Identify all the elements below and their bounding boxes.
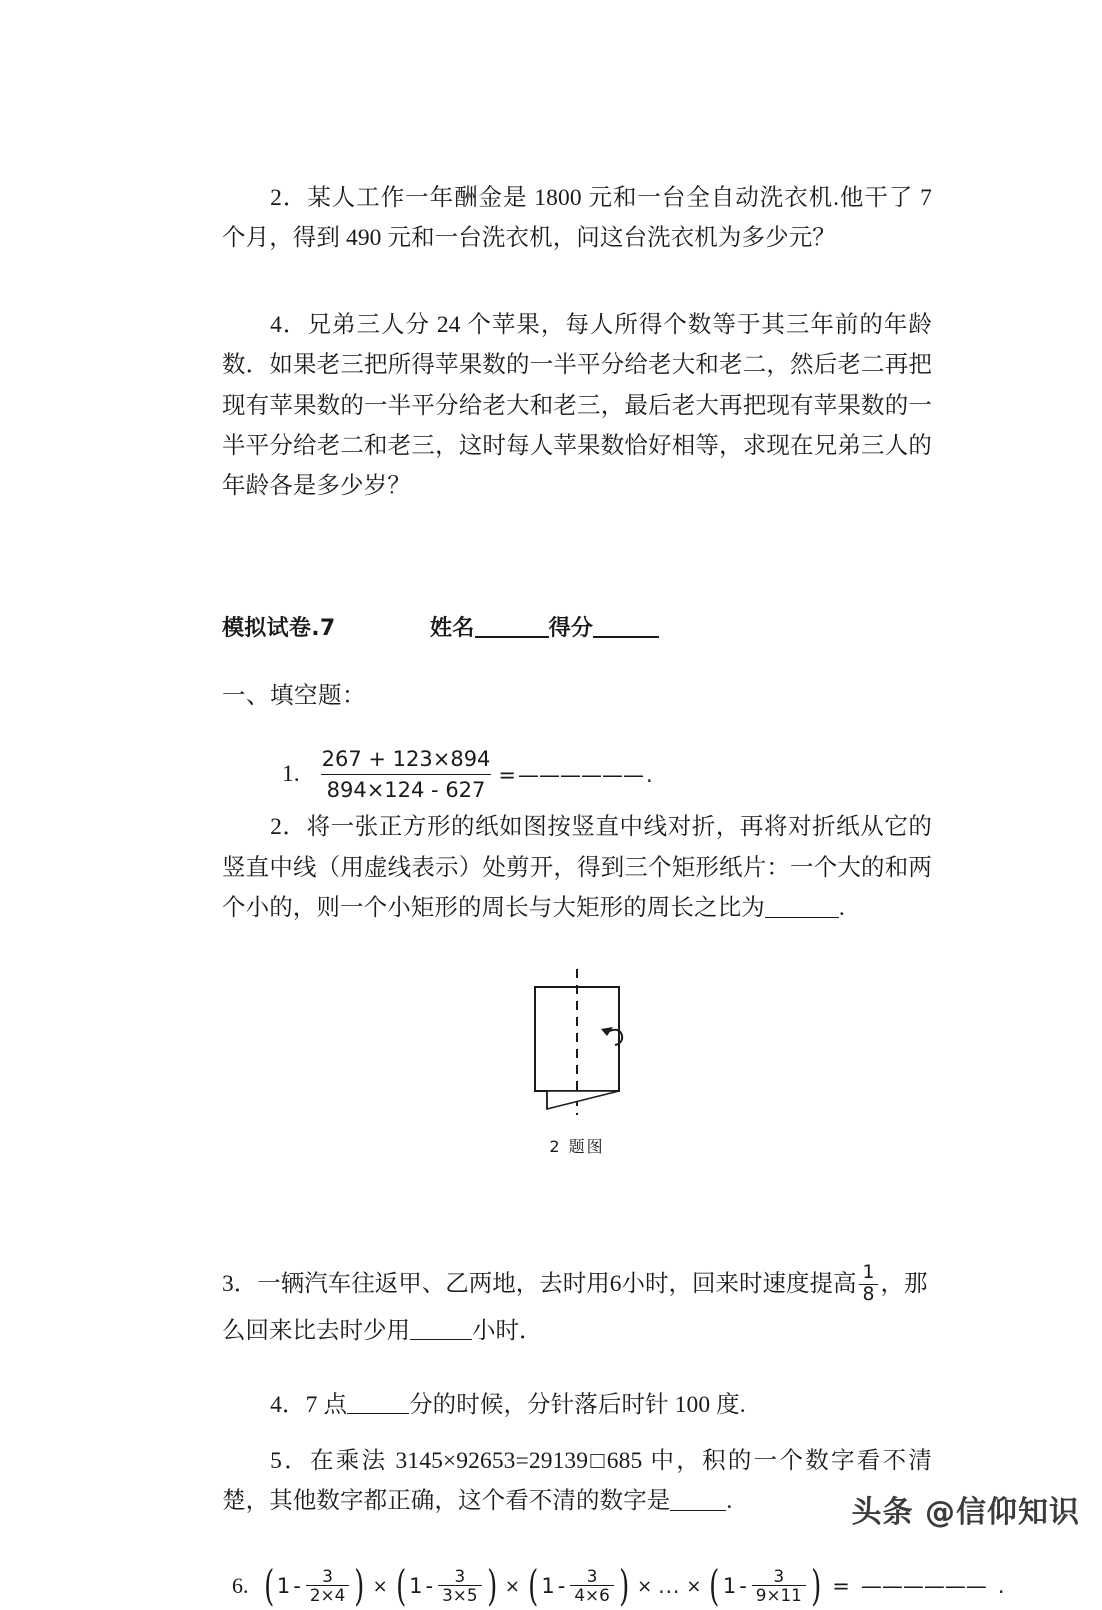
- term-minus: -: [425, 1574, 434, 1599]
- problem-6: [222, 1561, 1005, 1610]
- score-label: 得分: [548, 615, 594, 641]
- problem-3-text-before: 一辆汽车往返甲、乙两地，去时用6小时，回来时速度提高: [257, 1270, 857, 1297]
- term-one: 1: [276, 1574, 291, 1599]
- problem-6-term-4: [722, 1565, 808, 1606]
- problem-1-fraction: [316, 746, 497, 804]
- paren-open-icon: (: [528, 1561, 539, 1610]
- problem-3-fraction: [859, 1263, 879, 1305]
- problem-prev-4-text: 兄弟三人分 24 个苹果，每人所得个数等于其三年前的年龄数．如果老三把所得苹果数的一半平分给老大和老二，然后老二再把现有苹果数的一半平分给老大和老三，最后老大再把现有苹果数的一半平分给老二和老三，这时每人苹果数恰好相等，求现在兄弟三人的年龄各是多少岁？: [222, 311, 932, 500]
- problem-6-times-2: ×: [504, 1575, 520, 1597]
- term-one: 1: [541, 1574, 555, 1599]
- problem-5-answer-blank[interactable]: [670, 1487, 726, 1512]
- problem-6-times-4: ×: [686, 1575, 702, 1597]
- problem-3: [222, 1261, 932, 1355]
- fraction-numerator: 3: [322, 1565, 333, 1586]
- fraction-denominator: 4×6: [570, 1585, 613, 1604]
- problem-4-text-after: 分的时候，分针落后时针 100 度.: [409, 1391, 746, 1418]
- term-minus: -: [557, 1574, 566, 1599]
- problem-5-text-after: .: [726, 1488, 733, 1515]
- figure-2: [222, 963, 932, 1157]
- fraction-numerator: 3: [773, 1565, 785, 1586]
- problem-2-period: .: [838, 895, 845, 922]
- spacer: [222, 710, 932, 740]
- term-minus: -: [293, 1574, 301, 1599]
- exam-header: [222, 611, 932, 642]
- term-fraction: [752, 1567, 806, 1604]
- problem-4-number: 4．: [270, 1391, 306, 1418]
- problem-2-text: 将一张正方形的纸如图按竖直中线对折，再将对折纸从它的竖直中线（用虚线表示）处剪开，得到三个矩形纸片：一个大的和两个小的，则一个小矩形的周长与大矩形的周长之比为: [222, 814, 932, 922]
- problem-6-equals: =: [832, 1574, 850, 1599]
- fraction-denominator: 2×4: [306, 1585, 349, 1604]
- paren-open-icon: (: [709, 1561, 720, 1610]
- fraction-denominator: 894×124 - 627: [321, 774, 492, 803]
- problem-5-text-before: 在乘法 3145×92653=29139□685 中，积的一个数字看不清楚，其他数字都正确，这个看不清的数字是: [222, 1447, 932, 1515]
- fraction-denominator: 3×5: [438, 1585, 481, 1604]
- problem-prev-2-number: 2．: [270, 185, 308, 211]
- problem-3-answer-blank[interactable]: [410, 1316, 472, 1341]
- fraction-numerator: 267 + 123×894: [321, 746, 491, 771]
- spacer: [222, 507, 932, 611]
- exam-name-field: [430, 611, 659, 642]
- problem-6-term-1: [276, 1565, 351, 1606]
- paren-close-icon: ): [486, 1561, 497, 1610]
- term-fraction: [438, 1567, 481, 1604]
- problem-2: [222, 807, 932, 928]
- problem-prev-2-text: 某人工作一年酬金是 1800 元和一台全自动洗衣机.他干了 7 个月，得到 490 元和一台洗衣机，问这台洗衣机为多少元？: [222, 185, 932, 252]
- problem-3-text-line2-after: 小时．: [472, 1317, 543, 1344]
- problem-4-text-before: 7 点: [305, 1391, 348, 1418]
- term-one: 1: [409, 1574, 423, 1599]
- paren-open-icon: (: [395, 1561, 407, 1610]
- problem-3-label: 3．: [222, 1270, 258, 1297]
- problem-6-times-3: ×: [637, 1575, 653, 1597]
- problem-1-answer-blank[interactable]: ——————: [518, 762, 645, 787]
- problem-prev-4: [222, 305, 932, 507]
- spacer: [222, 1425, 932, 1441]
- exam-title: 模拟试卷.7: [222, 615, 336, 641]
- fraction-denominator: 9×11: [752, 1585, 806, 1604]
- problem-6-term-3: [541, 1565, 615, 1606]
- problem-5-number: 5．: [270, 1447, 310, 1474]
- spacer: [222, 259, 932, 305]
- problem-6-period: .: [997, 1574, 1005, 1599]
- spacer: [222, 1355, 932, 1385]
- fraction-numerator: 1: [862, 1262, 875, 1284]
- problem-2-answer-blank[interactable]: [765, 893, 839, 918]
- problem-3-text-middle: ，那: [880, 1270, 928, 1297]
- paren-close-icon: ): [618, 1561, 630, 1610]
- problem-2-number: 2．: [270, 814, 307, 841]
- score-input-blank[interactable]: [593, 614, 659, 638]
- term-one: 1: [722, 1574, 737, 1599]
- name-label: 姓名: [430, 615, 475, 641]
- problem-6-answer-blank[interactable]: ——————: [860, 1574, 987, 1599]
- problem-6-ellipsis: ...: [658, 1574, 681, 1599]
- term-minus: -: [739, 1574, 747, 1599]
- square-fold-diagram: [507, 963, 647, 1123]
- problem-3-text-line2-before: 么回来比去时少用: [222, 1317, 410, 1344]
- problem-4: [222, 1385, 932, 1425]
- figure-2-caption: 2 题图: [549, 1136, 605, 1156]
- spacer: [222, 1522, 932, 1568]
- problem-1: [222, 746, 932, 804]
- term-fraction: [570, 1567, 613, 1604]
- watermark: 头条 @信仰知识: [851, 1495, 1080, 1530]
- problem-4-answer-blank[interactable]: [347, 1390, 409, 1415]
- problem-5: [222, 1441, 932, 1522]
- problem-prev-2: [222, 178, 932, 259]
- problem-6-times-1: ×: [372, 1575, 388, 1597]
- problem-1-label: 1.: [282, 761, 300, 788]
- spacer: [222, 1157, 932, 1261]
- paren-close-icon: ): [810, 1561, 822, 1610]
- problem-prev-4-number: 4．: [270, 311, 308, 338]
- paren-close-icon: ): [354, 1561, 365, 1610]
- fraction-denominator: 8: [859, 1284, 879, 1305]
- name-input-blank[interactable]: [475, 614, 549, 638]
- problem-1-period: .: [646, 762, 653, 787]
- fraction-numerator: 3: [454, 1565, 466, 1586]
- term-fraction: [306, 1567, 349, 1604]
- problem-6-term-2: [409, 1565, 483, 1606]
- problem-1-equals: =: [498, 762, 517, 787]
- paren-open-icon: (: [263, 1561, 274, 1610]
- problem-6-label: 6.: [232, 1573, 249, 1599]
- section-heading: 一、填空题：: [222, 682, 366, 709]
- fraction-numerator: 3: [586, 1565, 598, 1586]
